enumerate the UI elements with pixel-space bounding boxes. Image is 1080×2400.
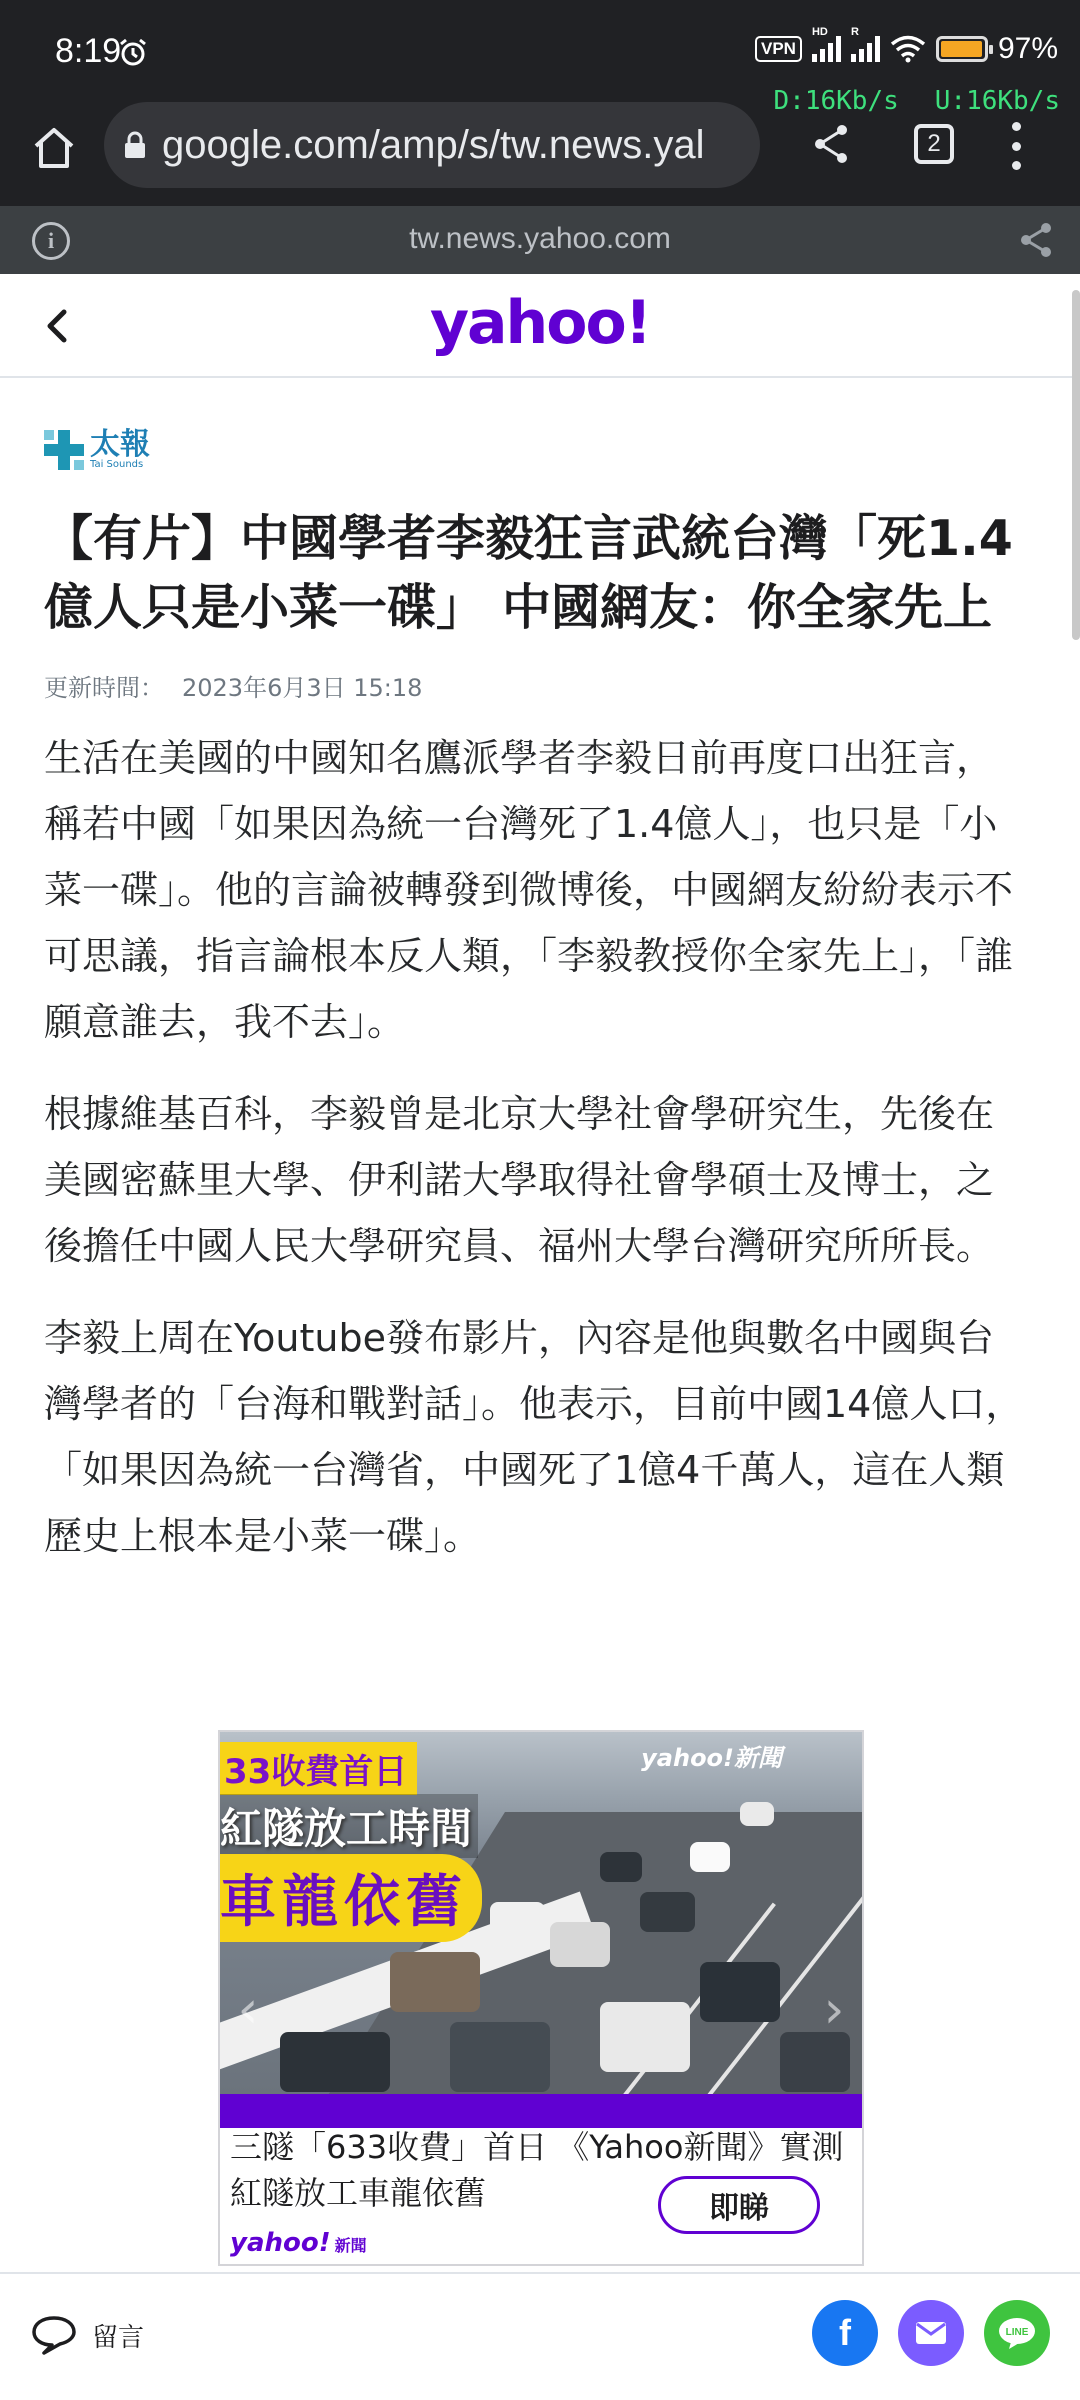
yahoo-logo[interactable]: yahoo! — [429, 288, 651, 358]
article-paragraph: 生活在美國的中國知名鷹派學者李毅日前再度口出狂言，稱若中國「如果因為統一台灣死了1.4億人」，也只是「小菜一碟」。他的言論被轉發到微博後，中國網友紛紛表示不可思議，指言論根本反人類，「李毅教授你全家先上」，「誰願意誰去，我不去」。 — [44, 736, 1014, 1044]
source-subtitle: Tai Sounds — [90, 459, 144, 470]
ad-brand-name: yahoo! — [230, 2228, 331, 2258]
more-menu-icon[interactable] — [1004, 122, 1028, 170]
facebook-share-icon[interactable]: f — [812, 2300, 878, 2366]
home-icon[interactable] — [30, 124, 78, 172]
ad-accent-strip — [220, 2094, 862, 2128]
svg-text:LINE: LINE — [1005, 2327, 1029, 2338]
email-share-icon[interactable] — [898, 2300, 964, 2366]
address-bar[interactable] — [104, 102, 760, 188]
carousel-next-icon[interactable]: › — [823, 1980, 845, 2040]
ad-brand-logo — [230, 2228, 367, 2258]
ad-image[interactable] — [220, 1732, 862, 2094]
lock-icon — [124, 131, 146, 159]
tab-switcher-button[interactable]: 2 — [914, 124, 954, 164]
comment-icon — [30, 2314, 78, 2356]
timestamp-value: 2023年6月3日 15:18 — [182, 674, 423, 702]
scrollbar[interactable] — [1072, 290, 1080, 640]
download-speed: D:16Kb/s — [773, 86, 899, 116]
battery-fill — [941, 41, 982, 57]
signal-icon — [811, 26, 841, 62]
ad-cta-button[interactable]: 即睇 — [658, 2176, 820, 2234]
site-header — [0, 274, 1080, 378]
battery-icon — [936, 36, 988, 62]
ad-image-caption-1: 33收費首日 — [220, 1742, 417, 1795]
ad-brand-suffix: 新聞 — [334, 2236, 367, 2255]
share-icon[interactable] — [808, 120, 856, 168]
ad-image-caption-2: 紅隧放工時間 — [220, 1794, 478, 1858]
comment-button[interactable] — [30, 2314, 144, 2356]
amp-info-bar — [0, 206, 1080, 274]
battery-percent: 97% — [997, 32, 1058, 65]
wifi-icon — [890, 35, 926, 63]
source-logo[interactable] — [44, 420, 1024, 480]
article-paragraph: 李毅上周在Youtube發布影片，內容是他與數名中國與台灣學者的「台海和戰對話」。他表示，目前中國14億人口，「如果因為統一台灣省，中國死了1億4千萬人，這在人類歷史上根本是小菜一碟」。 — [44, 1316, 1024, 1558]
url-text[interactable]: google.com/amp/s/tw.news.yal — [162, 122, 705, 167]
signal-icon-2 — [850, 26, 880, 62]
network-speed-overlay — [770, 86, 1064, 116]
upload-speed: U:16Kb/s — [934, 86, 1060, 116]
signal-label: HD — [811, 26, 828, 38]
timestamp-label: 更新時間： — [44, 674, 164, 702]
article-paragraph: 根據維基百科，李毅曾是北京大學社會學研究生，先後在美國密蘇里大學、伊利諾大學取得社會學碩士及博士，之後擔任中國人民大學研究員、福州大學台灣研究所所長。 — [44, 1092, 995, 1268]
line-share-icon[interactable] — [984, 2300, 1050, 2366]
carousel-prev-icon[interactable]: ‹ — [237, 1980, 259, 2040]
amp-domain[interactable]: tw.news.yahoo.com — [409, 222, 671, 255]
article — [44, 420, 1024, 1569]
ad-headline[interactable]: 三隧「633收費」首日 《Yahoo新聞》實測 紅隧放工車龍依舊 — [230, 2128, 844, 2212]
sponsored-news-card[interactable] — [218, 1730, 864, 2266]
ad-image-caption-3: 車龍依舊 — [220, 1854, 482, 1942]
article-headline: 【有片】中國學者李毅狂言武統台灣「死1.4億人只是小菜一碟」 中國網友：你全家先上 — [44, 510, 1013, 636]
article-timestamp — [44, 668, 1024, 703]
status-time: 8:19 — [55, 32, 122, 70]
vpn-badge: VPN — [755, 36, 802, 62]
bottom-action-bar — [0, 2272, 1080, 2400]
source-name: 太報 — [90, 427, 150, 462]
status-icons — [755, 26, 1058, 66]
signal-label-2: R — [850, 26, 859, 38]
browser-toolbar — [0, 102, 1080, 206]
amp-share-icon[interactable] — [1016, 220, 1056, 260]
info-icon[interactable]: i — [32, 222, 70, 260]
comment-label: 留言 — [92, 2322, 145, 2353]
ad-image-watermark: yahoo!新聞 — [641, 1744, 782, 1772]
source-logo-icon — [44, 430, 84, 470]
alarm-icon — [118, 38, 148, 68]
